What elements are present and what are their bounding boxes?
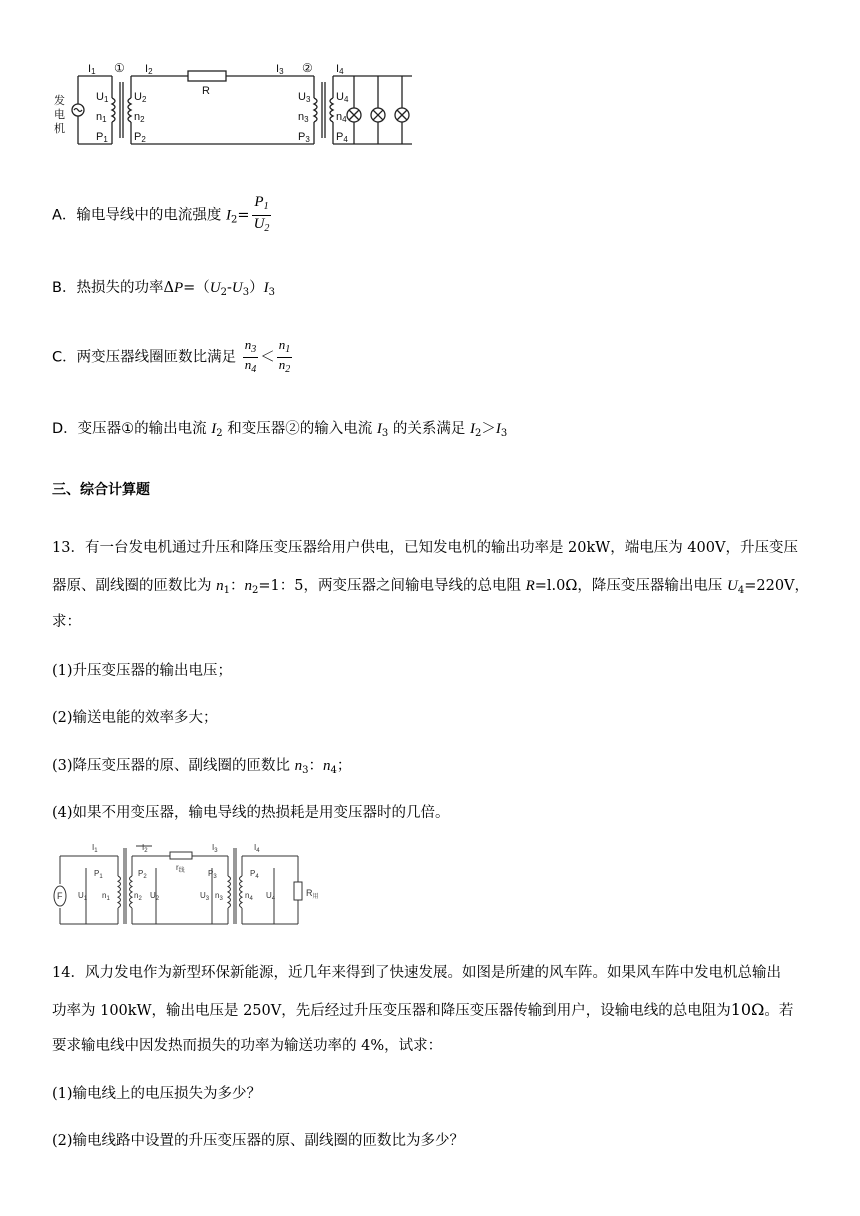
q13-sub-4: (4)如果不用变压器，输电导线的热损耗是用变压器时的几倍。 xyxy=(52,805,450,821)
fig2-label-r: r xyxy=(176,863,179,872)
svg-text:P4: $P_4$ xyxy=(250,869,259,880)
generator-label-3: 机 xyxy=(54,123,65,135)
svg-text:r线: $r_线$ xyxy=(176,863,185,874)
svg-text:U3: $U_3$ xyxy=(200,891,210,902)
fig2-label-I4: I xyxy=(254,843,257,852)
svg-text:P3: P3 xyxy=(298,131,310,144)
svg-text:I2: $I_2$ xyxy=(142,843,148,854)
fraction-p1-u2: $\frac{P_1}{U_2}$ xyxy=(253,194,270,234)
svg-text:U1: $U_1$ xyxy=(78,891,88,902)
fig2-label-P3: P xyxy=(208,869,214,878)
svg-text:n4: $n_4$ xyxy=(245,891,253,902)
fig2-label-n2: n xyxy=(134,891,139,900)
fraction-n1-n2: $\frac{n_1}{n_2}$ xyxy=(278,337,291,375)
option-b: B．热损失的功率$\Delta P=(U_2-U_3)I_3$ xyxy=(52,280,275,298)
q13-line-1: 13．有一台发电机通过升压和降压变压器给用户供电，已知发电机的输出功率是 20kW，端电压为 400V，升压变压 xyxy=(52,540,798,556)
q13-sub-3: (3)降压变压器的原、副线圈的匝数比 $n_3$：$n_4$； xyxy=(52,758,352,776)
fig2-label-n4: n xyxy=(245,891,250,900)
option-c: C．两变压器线圈匝数比满足 $\frac{n_3}{n_4}$ ＜ $\frac{n_1}{n_2}$ xyxy=(52,337,291,375)
svg-text:P3: $P_3$ xyxy=(208,869,217,880)
label-I2: I xyxy=(145,63,149,75)
svg-text:U4: $U_4$ xyxy=(266,891,276,902)
power-transmission-diagram-1 xyxy=(52,62,414,158)
q14-line-1: 14．风力发电作为新型环保新能源，近几年来得到了快速发展。如图是所建的风车阵。如果风车阵中发电机总输出 xyxy=(52,965,781,981)
label-P1: P xyxy=(96,131,104,143)
svg-text:n1: n1 xyxy=(96,111,107,124)
fig2-generator-label: F xyxy=(57,891,63,901)
svg-text:n3: n3 xyxy=(298,111,309,124)
svg-text:U3: U3 xyxy=(298,91,311,104)
svg-text:U1: U1 xyxy=(96,91,109,104)
svg-text:n1: $n_1$ xyxy=(102,891,110,902)
label-n3: n xyxy=(298,111,305,123)
fraction-n3-n4: $\frac{n_3}{n_4}$ xyxy=(244,337,257,375)
fig2-label-P2: P xyxy=(138,869,144,878)
fig2-label-n3: n xyxy=(215,891,220,900)
generator-label-2: 电 xyxy=(54,109,65,121)
transformer-2-marker: ② xyxy=(302,62,313,75)
label-U1: U xyxy=(96,91,104,103)
label-P3: P xyxy=(298,131,306,143)
q14-line-3: 要求输电线中因发热而损失的功率为输送功率的 4%，试求： xyxy=(52,1038,443,1054)
svg-text:n4: n4 xyxy=(336,111,347,124)
svg-text:I4: $I_4$ xyxy=(254,843,260,854)
label-n4: n xyxy=(336,111,343,123)
svg-text:U4: U4 xyxy=(336,91,349,104)
svg-text:P2: P2 xyxy=(134,131,146,144)
svg-text:R用: $R_用$ xyxy=(306,888,319,900)
svg-text:n2: n2 xyxy=(134,111,145,124)
fig2-label-P1: P xyxy=(94,869,100,878)
label-P4: P xyxy=(336,131,344,143)
q13-sub-1: (1)升压变压器的输出电压； xyxy=(52,663,233,679)
svg-text:U2: U2 xyxy=(134,91,147,104)
svg-text:I3: $I_3$ xyxy=(212,843,218,854)
fig2-label-U2: U xyxy=(150,891,156,900)
fig2-label-I2: I xyxy=(142,843,145,852)
svg-text:I3: I3 xyxy=(276,63,284,76)
fig2-label-U3: U xyxy=(200,891,206,900)
fig2-label-I3: I xyxy=(212,843,215,852)
svg-text:n2: $n_2$ xyxy=(134,891,142,902)
label-U3: U xyxy=(298,91,306,103)
svg-text:I1: $I_1$ xyxy=(92,843,98,854)
svg-text:P1: $P_1$ xyxy=(94,869,103,880)
option-a: A．输电导线中的电流强度 $I_2=$ $\frac{P_1}{U_2}$ xyxy=(52,194,273,237)
fig2-label-P4: P xyxy=(250,869,256,878)
resistor-label: R xyxy=(202,85,210,97)
generator-label-1: 发 xyxy=(54,95,65,107)
q13-line-3: 求： xyxy=(52,614,81,630)
svg-text:U2: $U_2$ xyxy=(150,891,160,902)
q14-sub-2: (2)输电线路中设置的升压变压器的原、副线圈的匝数比为多少？ xyxy=(52,1133,465,1149)
fig2-label-U1: U xyxy=(78,891,84,900)
svg-text:I1: I1 xyxy=(88,63,96,76)
option-d: D．变压器①的输出电流 $I_2$ 和变压器②的输入电流 $I_3$ 的关系满足 $I_2>I_3$ xyxy=(52,421,508,439)
transformer-1-marker: ① xyxy=(114,62,125,75)
label-U2: U xyxy=(134,91,142,103)
label-I3: I xyxy=(276,63,280,75)
fig2-label-n1: n xyxy=(102,891,107,900)
fig2-label-I1: I xyxy=(92,843,95,852)
power-transmission-diagram-2 xyxy=(52,838,328,930)
label-U4: U xyxy=(336,91,344,103)
fig2-label-U4: U xyxy=(266,891,272,900)
q14-line-2: 功率为 100kW，输出电压是 250V，先后经过升压变压器和降压变压器传输到用户，设输电线的总电阻为10Ω。若 xyxy=(52,1000,794,1019)
label-I4: I xyxy=(336,63,340,75)
svg-text:P1: P1 xyxy=(96,131,108,144)
q13-line-2: 器原、副线圈的匝数比为 $n_1$：$n_2=1$：5，两变压器之间输电导线的总电阻 R=l.0Ω，降压变压器输出电压 $U_4=220V$， xyxy=(52,578,810,596)
svg-text:P4: P4 xyxy=(336,131,348,144)
q13-sub-2: (2)输送电能的效率多大； xyxy=(52,710,218,726)
svg-text:I4: I4 xyxy=(336,63,344,76)
svg-text:P2: $P_2$ xyxy=(138,869,147,880)
svg-text:n3: $n_3$ xyxy=(215,891,223,902)
section-heading: 三、综合计算题 xyxy=(52,482,150,498)
fig2-label-R: R xyxy=(306,888,313,898)
svg-text:I2: I2 xyxy=(145,63,153,76)
label-I1: I xyxy=(88,63,92,75)
label-n1: n xyxy=(96,111,103,123)
q14-sub-1: (1)输电线上的电压损失为多少？ xyxy=(52,1086,262,1102)
label-P2: P xyxy=(134,131,142,143)
label-n2: n xyxy=(134,111,141,123)
